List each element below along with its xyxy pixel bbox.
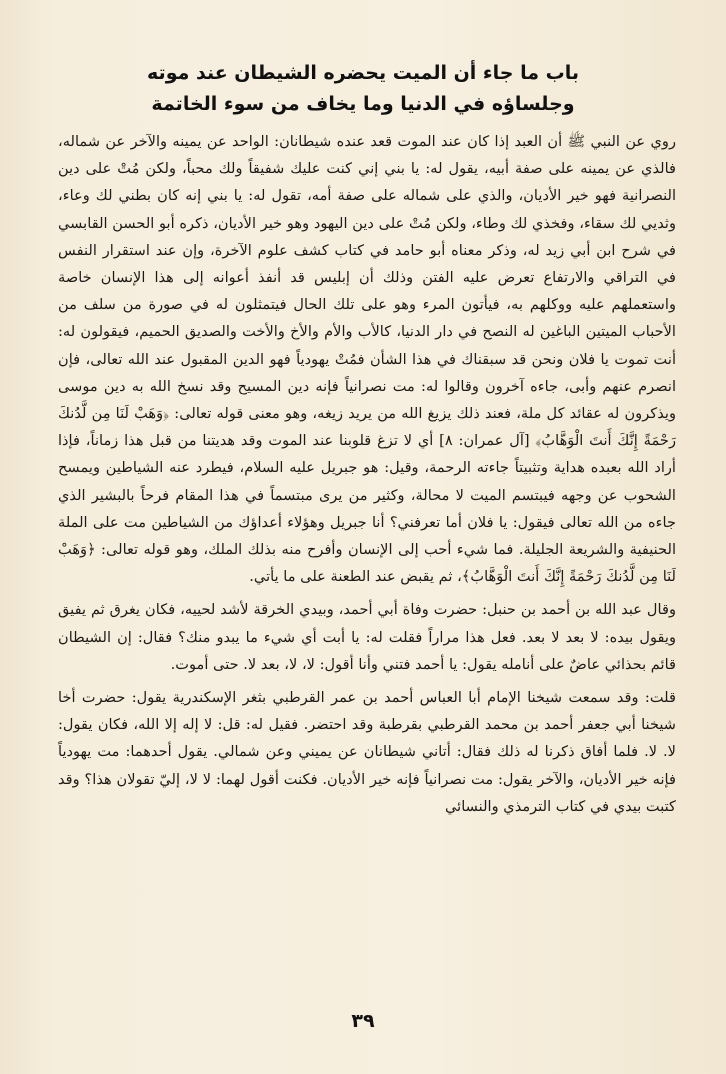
paragraph-3: قلت: وقد سمعت شيخنا الإمام أبا العباس أحمد بن عمر القرطبي بثغر الإسكندرية يقول: حضرت أخا شيخنا أبي جعفر أحمد بن محمد القرطبي بقرطبة وقد احتضر. فقيل له: قل: لا إله إلا الله، فكان يقول: لا. لا. فلما أفاق ذكرنا له ذلك فقال: أتاني شيطانان عن يميني وعن شمالي. يقول أحدهما: مت يهودياً فإنه خير الأديان، والآخر يقول: مت نصرانياً فإنه خير الأديان. فكنت أقول لهما: لا لا، إليّ تقولان هذا؟ وقد كتبت بيدي في كتاب الترمذي والنسائي [58, 689, 676, 815]
chapter-heading [40, 58, 686, 120]
heading-line-1: باب ما جاء أن الميت يحضره الشيطان عند موته [147, 62, 579, 84]
page-number: ٣٩ [351, 1010, 375, 1032]
heading-line-2: وجلساؤه في الدنيا وما يخاف من سوء الخاتمة [151, 93, 575, 115]
paragraph-1: روي عن النبي ﷺ أن العبد إذا كان عند الموت قعد عنده شيطانان: الواحد عن يمينه والآخر عن شماله، فالذي عن يمينه على صفة أبيه، يقول له: يا بني إني كنت عليك شفيقاً ولك محباً، ولكن مُتْ على دين النصرانية فهو خير الأديان، والذي على شماله على صفة أمه، تقول له: يا بني إنه كان بطني لك وعاء، وثديي لك سقاء، وفخذي لك وطاء، ولكن مُتْ على دين اليهود وهو خير الأديان، ذكره أبو الحسن القابسي في شرح ابن أبي زيد له، وذكر معناه أبو حامد في كتاب كشف علوم الآخرة، وإن عند استقرار النفس في التراقي والارتفاع تعرض عليه الفتن وذلك أن إبليس قد أنفذ أعوانه إلى هذا الإنسان خاصة واستعملهم عليه ووكلهم به، فيأتون المرء وهو على تلك الحال فيتمثلون له في صورة من سلف من الأحباب الميتين الباغين له النصح في دار الدنيا، كالأب والأم والأخ والأخت والصديق الحميم، فيقولون له: أنت تموت يا فلان ونحن قد سبقناك في هذا الشأن فمُتْ يهودياً فهو الدين المقبول عند الله تعالى، فإن انصرم عنهم وأبى، جاءه آخرون وقالوا له: مت نصرانياً فإنه دين المسيح وقد نسخ الله به دين موسى ويذكرون له عقائد كل ملة، فعند ذلك يزيغ الله من يريد زيغه، وهو معنى قوله تعالى: ﴿وَهَبْ لَنَا مِن لَّدُنكَ رَحْمَةً إِنَّكَ أَنتَ الْوَهَّابُ﴾ [آل عمران: ٨] أي لا تزغ قلوبنا عند الموت وقد هديتنا من قبل هذا زماناً، فإذا أراد الله بعبده هداية وتثبيتاً جاءته الرحمة، وقيل: هو جبريل عليه السلام، فيطرد عنه الشياطين ويمسح الشحوب عن وجهه فيبتسم الميت لا محالة، وكثير من يرى مبتسماً في هذا المقام فرحاً بالبشير الذي جاءه من الله تعالى فيقول: يا فلان أما تعرفني؟ أنا جبريل وهؤلاء أعداؤك من الشياطين مت على الملة الحنيفية والشريعة الجليلة. فما شيء أحب إلى الإنسان وأفرح منه بذلك الملك، وهو قوله تعالى: ﴿وَهَبْ لَنَا مِن لَّدُنكَ رَحْمَةً إِنَّكَ أَنتَ الْوَهَّابُ﴾، ثم يقبض عند الطعنة على ما يأتي. [58, 133, 676, 586]
paragraph-2: وقال عبد الله بن أحمد بن حنبل: حضرت وفاة أبي أحمد، وبيدي الخرقة لأشد لحييه، فكان يغرق ثم يفيق ويقول بيده: لا بعد لا بعد. فعل هذا مراراً فقلت له: يا أبت أي شيء ما يبدو منك؟ فقال: إن الشيطان قائم بحذائي عاضٌ على أنامله يقول: يا أحمد فتني وأنا أقول: لا، لا، بعد لا. حتى أموت. [58, 601, 676, 673]
body-text [58, 128, 676, 820]
